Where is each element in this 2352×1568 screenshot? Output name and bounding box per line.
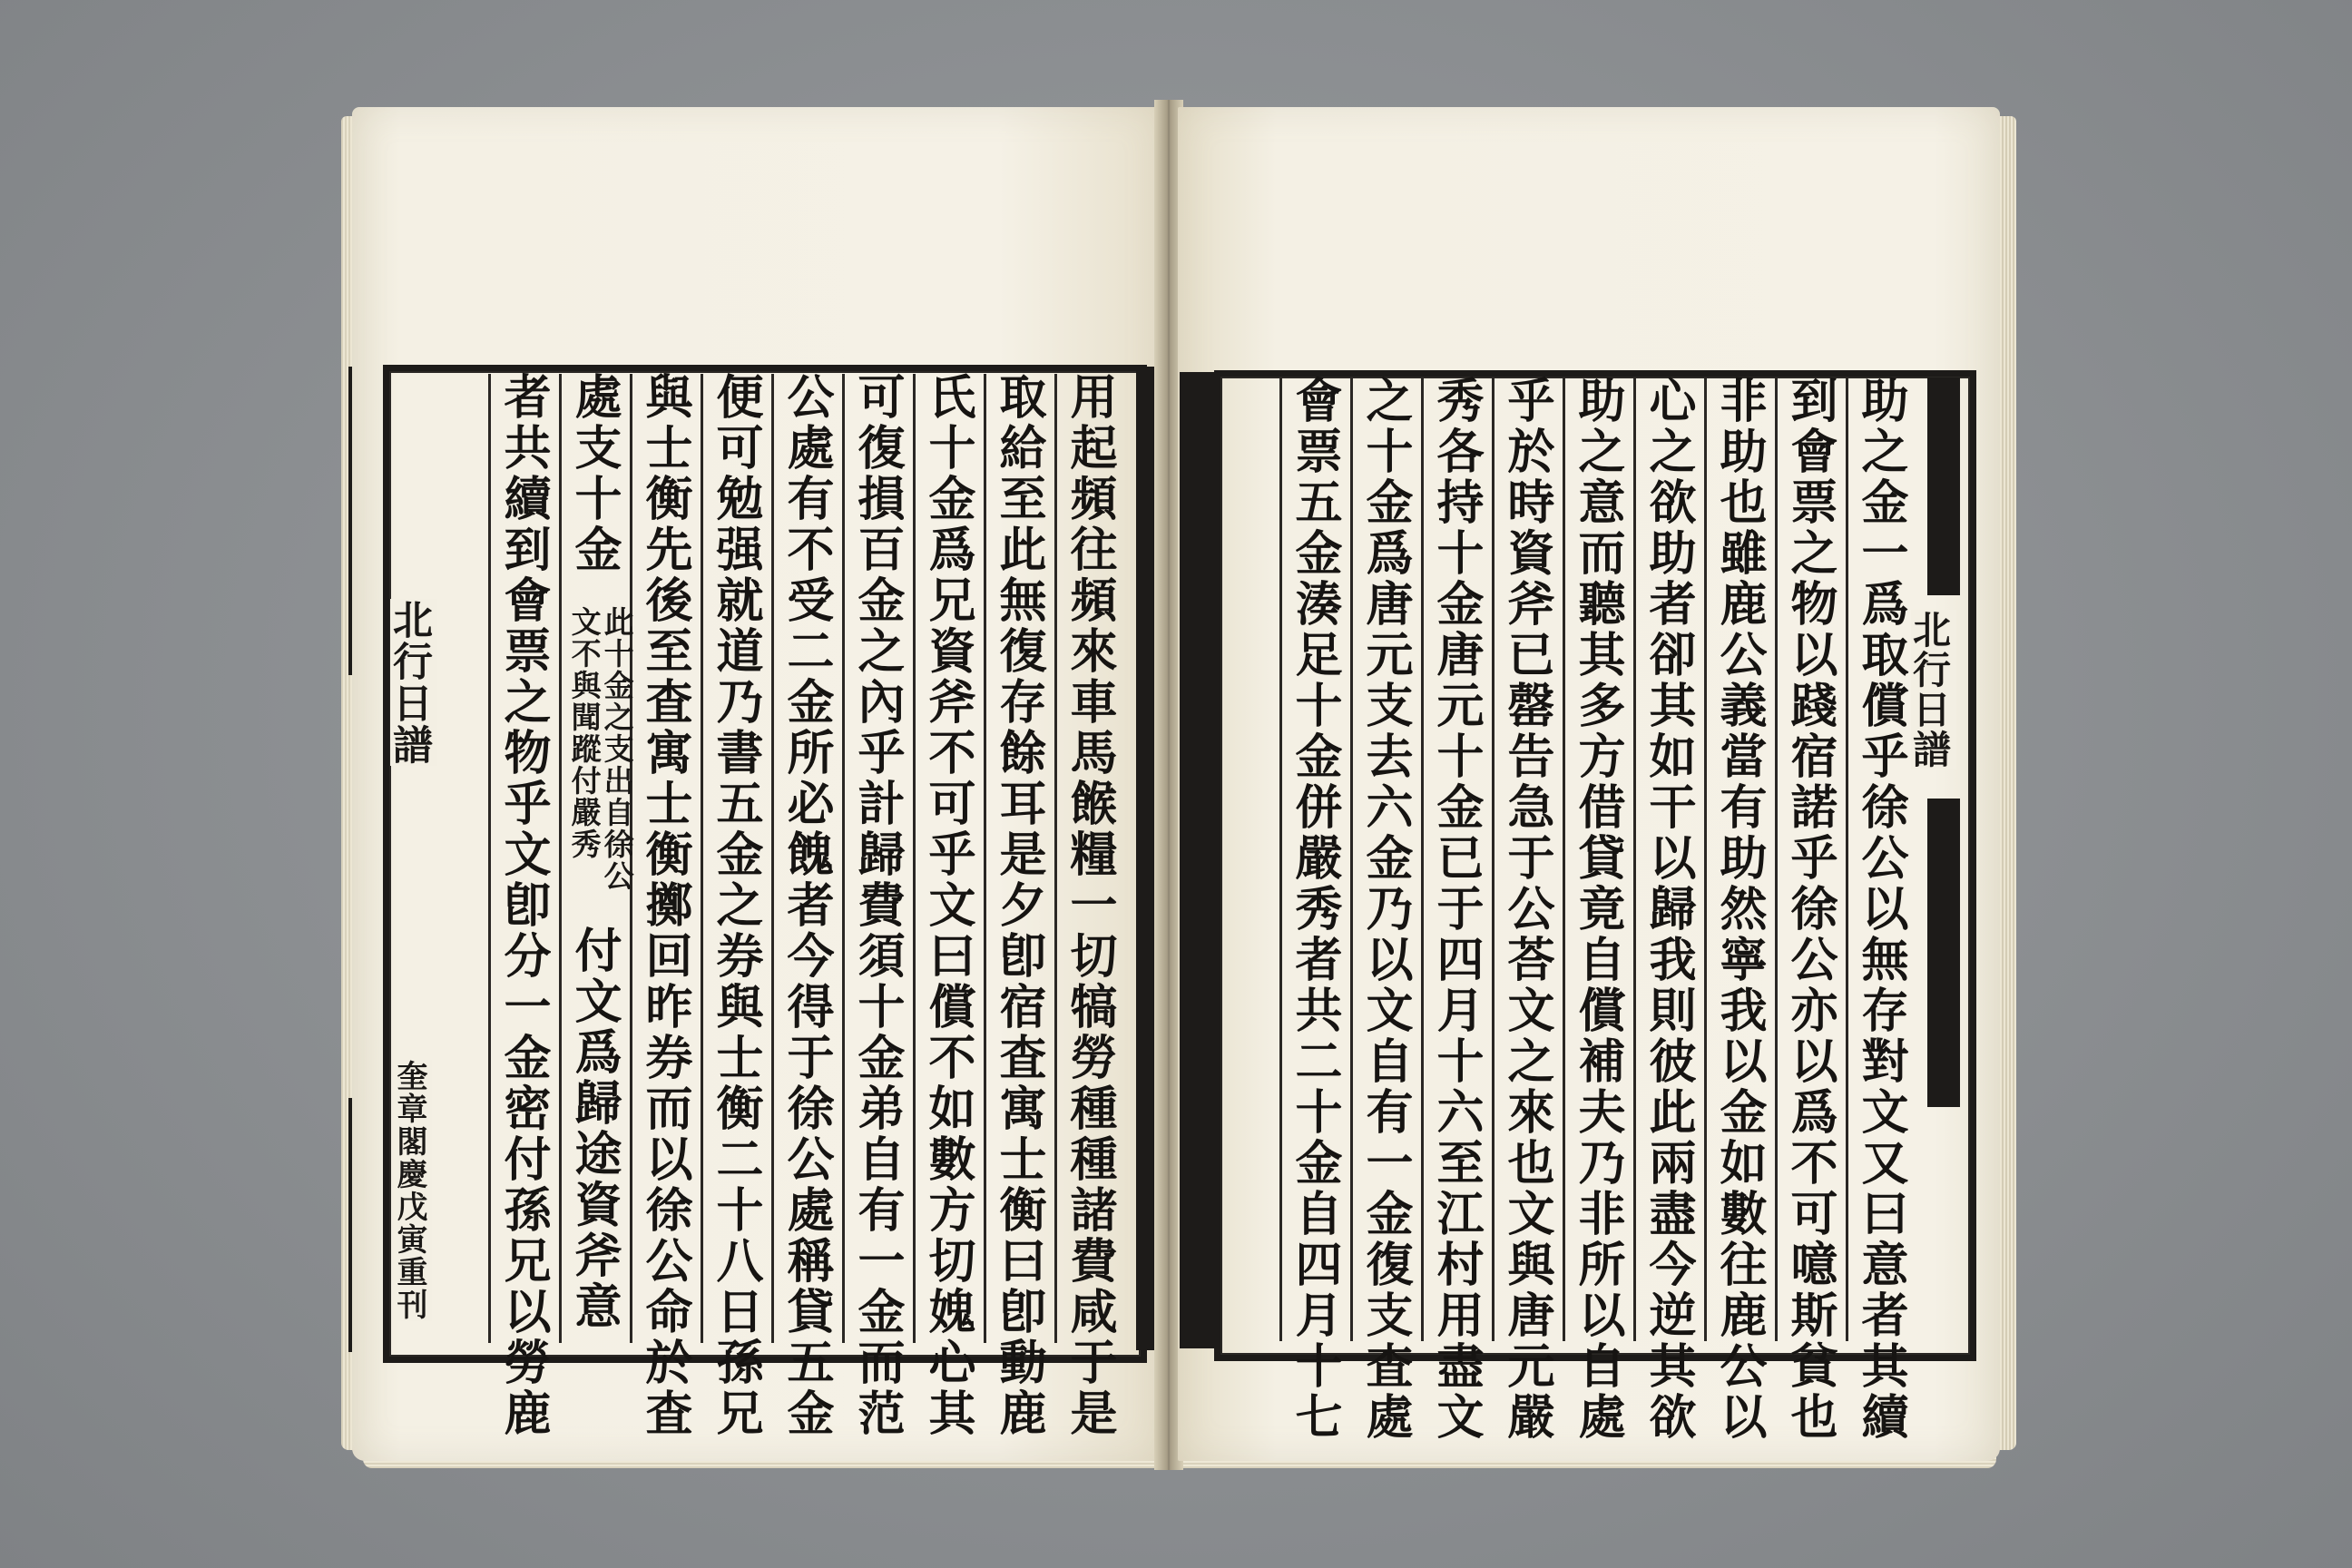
text-column: 與士衡先後至査寓士衡擲回昨券而以徐公命於査 <box>637 372 692 1439</box>
text-column: 便可勉强就道乃書五金之券與士衡二十八日孫兄 <box>708 372 763 1439</box>
fold-title: 北行日譜 <box>1911 610 1956 769</box>
text-column: 者共續到會票之物乎文卽分一金密付孫兄以勞鹿 <box>495 372 551 1439</box>
column-rule <box>1279 377 1282 1341</box>
column-rule <box>1775 377 1778 1341</box>
column-rule <box>488 374 491 1343</box>
column-rule <box>984 374 986 1343</box>
column-rule <box>771 374 774 1343</box>
column-rule <box>1563 377 1565 1341</box>
column-rule <box>1054 374 1057 1343</box>
column-rule <box>1633 377 1636 1341</box>
text-column: 取給至此無復存餘耳是夕卽宿査寓士衡曰卽動鹿 <box>991 372 1046 1439</box>
text-column: 付文爲歸途資斧意 <box>566 926 622 1332</box>
interlinear-note: 文不與聞蹤付嚴秀 <box>566 606 603 860</box>
fold-strip-right <box>1180 372 1216 1348</box>
column-rule <box>1492 377 1494 1341</box>
text-column: 秀各持十金唐元十金已于四月十六至江村用盡文 <box>1428 376 1484 1443</box>
fold-ink-block <box>1927 799 1960 1107</box>
text-column: 乎於時資斧已罄告急于公荅文之來也文與唐元嚴 <box>1499 376 1554 1443</box>
text-column: 可復損百金之內乎計歸費須十金弟自有一金而范 <box>849 372 905 1439</box>
column-rule <box>559 374 562 1343</box>
column-rule <box>913 374 916 1343</box>
text-column: 到會票之物以踐宿諾乎徐公亦以爲不可噫斯貧也 <box>1782 376 1838 1443</box>
fold-imprint: 奎章閣慶戊寅重刊 <box>396 1060 432 1321</box>
text-column: 助之意而聽其多方借貸竟自償補夫乃非所以自處 <box>1570 376 1625 1443</box>
text-column: 氏十金爲兄資斧不可乎文曰償不如數方切媿心其 <box>920 372 975 1439</box>
column-rule <box>1846 377 1848 1341</box>
text-column: 會票五金湊足十金併嚴秀者共二十金自四月十七 <box>1287 376 1342 1443</box>
column-rule <box>701 374 703 1343</box>
text-column: 用起頻往頻來車馬餱糧一切犒勞種種諸費咸于是 <box>1062 372 1117 1439</box>
text-column: 助之金一爲取償乎徐公以無存對文又曰意者其續 <box>1853 376 1908 1443</box>
column-rule <box>842 374 845 1343</box>
fold-ink-block <box>1927 377 1960 595</box>
text-column: 之十金爲唐元支去六金乃以文自有一金復支査處 <box>1357 376 1413 1443</box>
column-rule <box>1350 377 1353 1341</box>
column-rule <box>1704 377 1707 1341</box>
text-column: 公處有不受二金所必餽者今得于徐公處稱貸五金 <box>779 372 834 1439</box>
interlinear-note: 此十金之支出自徐公 <box>599 606 635 892</box>
text-column: 非助也雖鹿公義當有助然寧我以金如數往鹿公以 <box>1711 376 1767 1443</box>
text-column: 心之欲助者卻其如干以歸我則彼此兩盡今逆其欲 <box>1641 376 1696 1443</box>
fold-title: 北行日譜 <box>390 599 437 766</box>
text-column: 處支十金 <box>566 372 622 575</box>
column-rule <box>1421 377 1424 1341</box>
